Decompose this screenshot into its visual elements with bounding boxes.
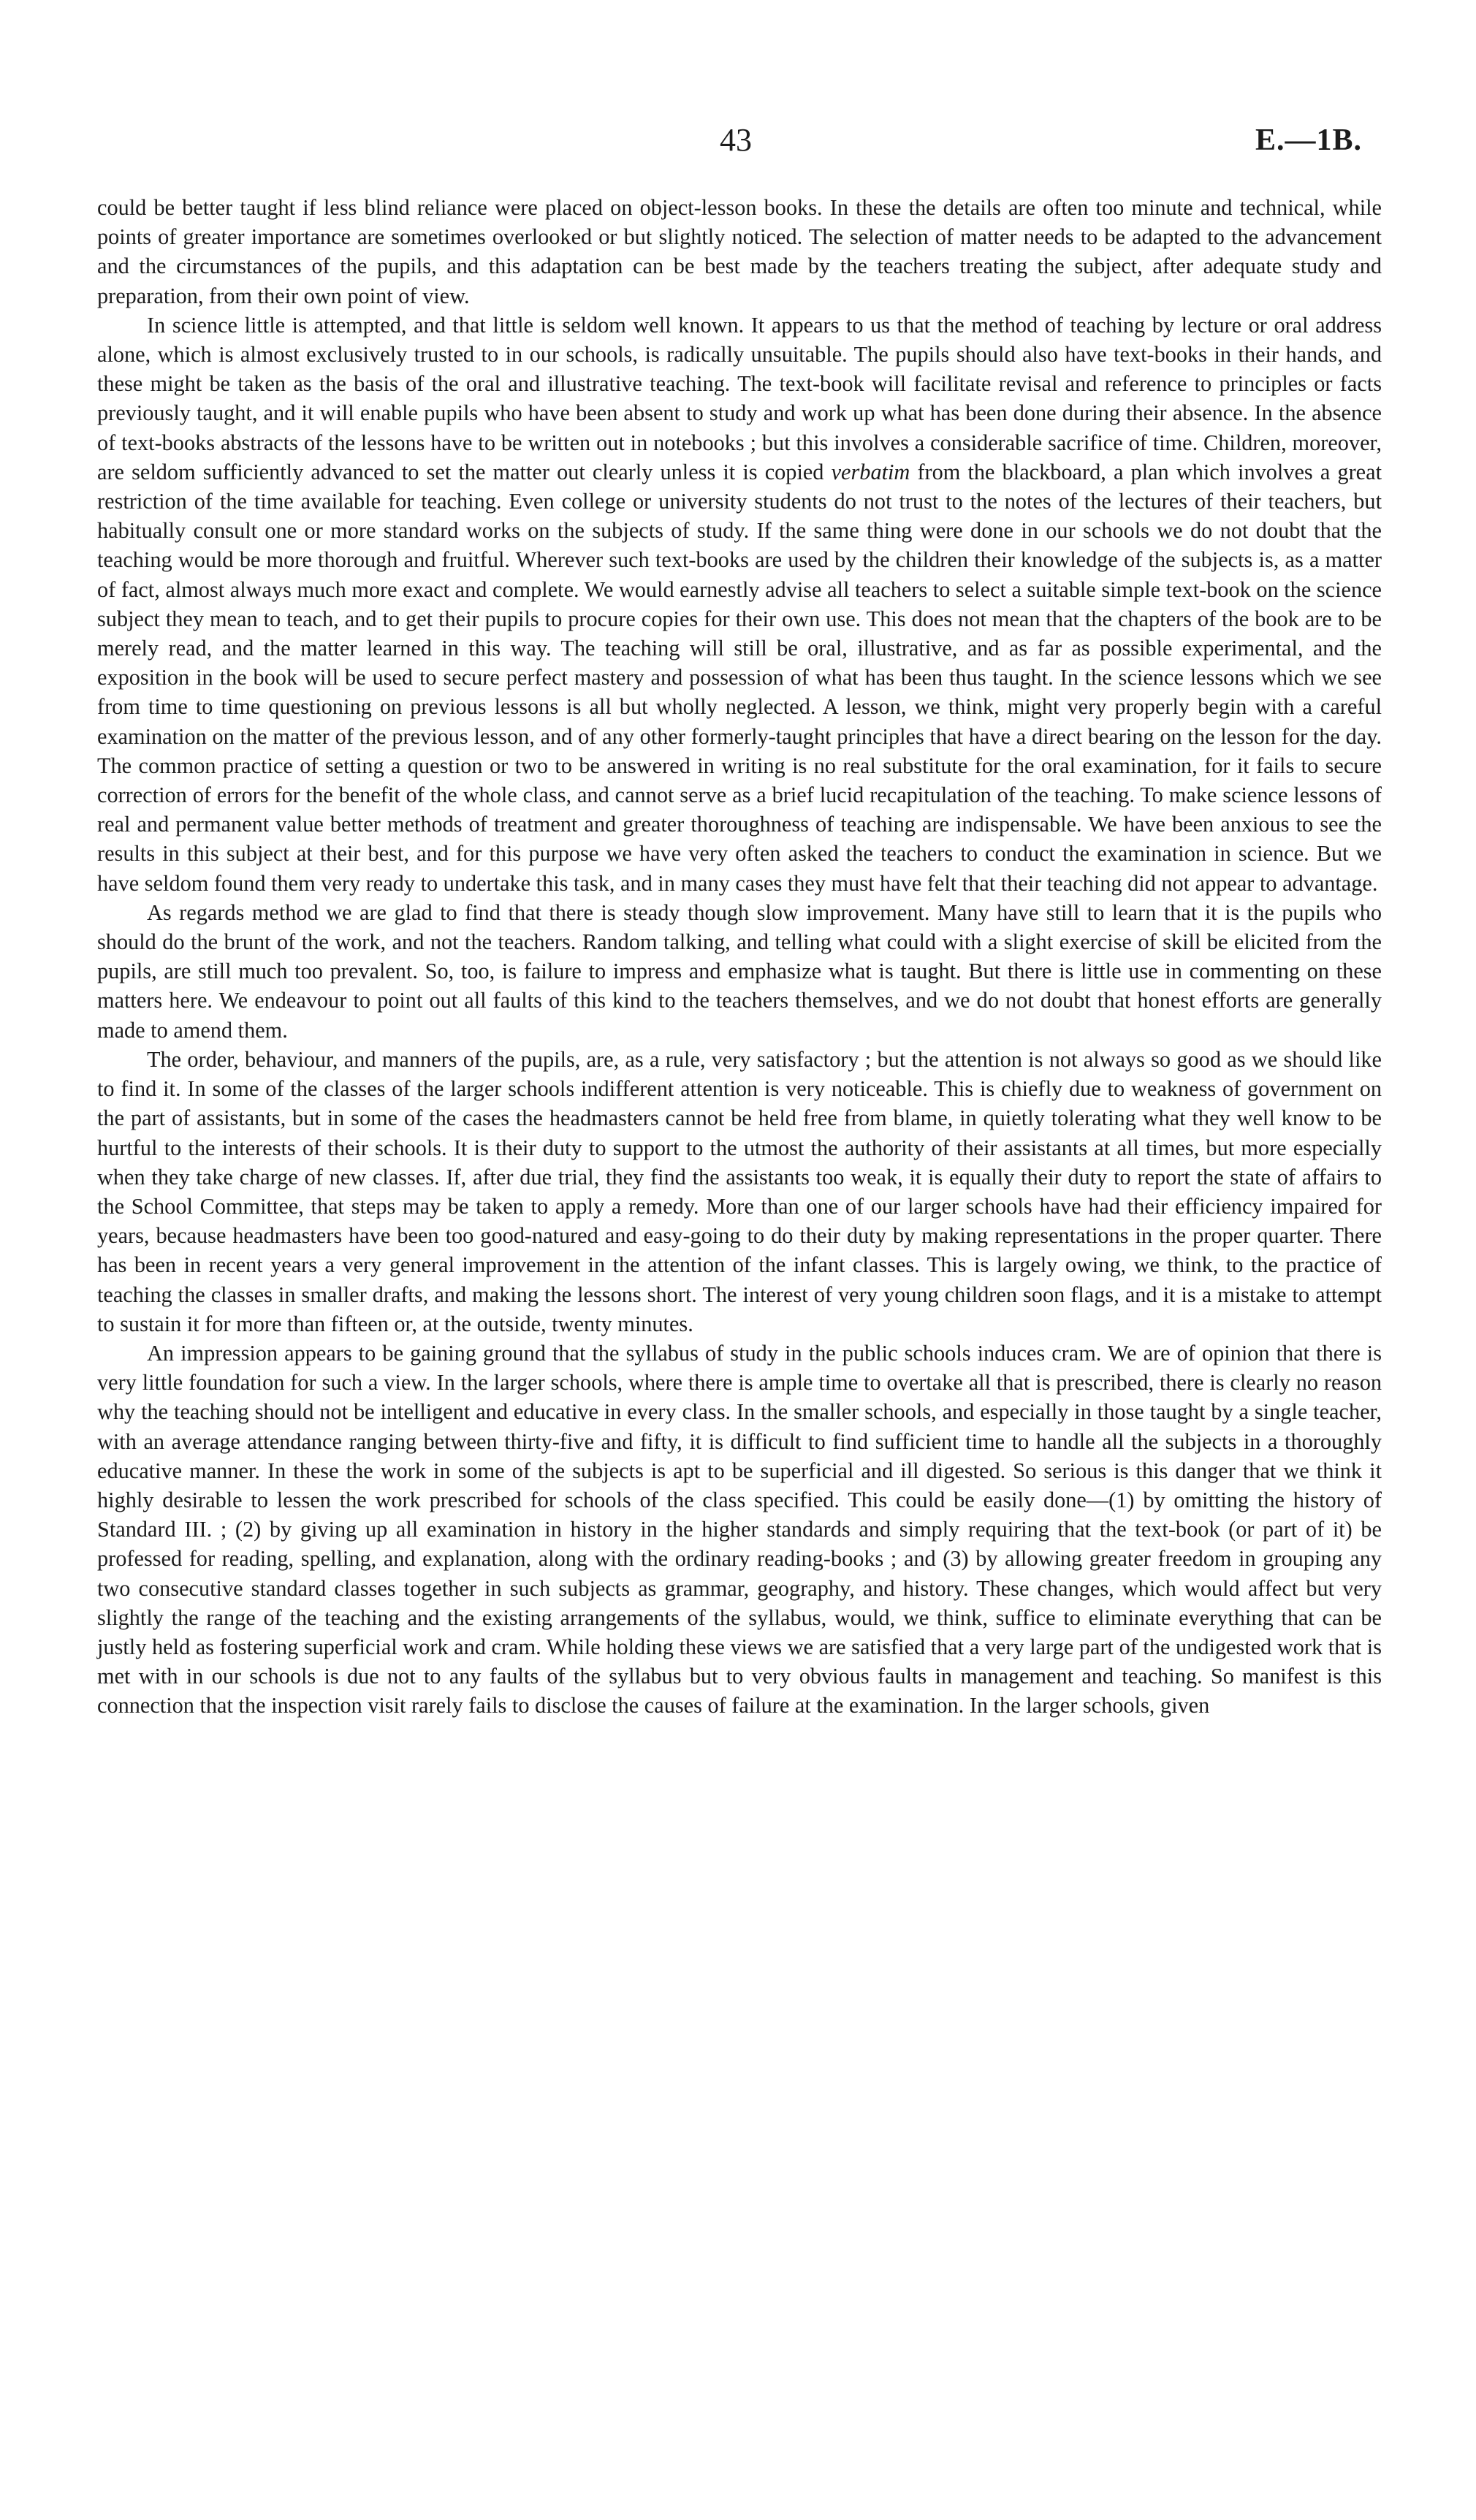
paragraph-text: The order, behaviour, and manners of the pupils, are, as a rule, very satisfactory ; but the attention is not always so good as we should like to find it. In some of the classes of the larger schools indifferent attention is very noticeable. This is chiefly due to weakness of government on the part of assistants, but in some of the cases the headmasters cannot be held free from blame, in quietly tolerating what they well know to be hurtful to the interests of their schools. It is their duty to support to the utmost the authority of their assistants at all times, but more especially when they take charge of new classes. If, after due trial, they find the assistants too weak, it is equally their duty to report the state of affairs to the School Committee, that steps may be taken to apply a remedy. More than one of our larger schools have had their efficiency impaired for years, because headmasters have been too good-natured and easy-going to do their duty by making representations in the proper quarter. There has been in recent years a very general improvement in the attention of the infant classes. This is largely owing, we think, to the practice of teaching the classes in smaller drafts, and making the lessons short. The interest of very young children soon flags, and it is a mistake to attempt to sustain it for more than fifteen or, at the outside, twenty minutes. bbox=[97, 1046, 1382, 1336]
paragraph-text: could be better taught if less blind reliance were placed on object-lesson books. In these the details are often too minute and technical, while points of greater importance are sometimes overlooked or but slightly noticed. The selection of matter needs to be adapted to the advancement and the circumstances of the pupils, and this adaptation can be best made by the teachers treating the subject, after adequate study and preparation, from their own point of view. bbox=[97, 195, 1382, 308]
paragraph bbox=[97, 898, 1382, 1045]
report-body bbox=[97, 193, 1382, 1721]
page-number: 43 bbox=[720, 122, 752, 158]
paragraph bbox=[97, 193, 1382, 311]
document-reference: E.—1B. bbox=[1255, 123, 1363, 157]
paragraph-text: An impression appears to be gaining ground that the syllabus of study in the public schools induces cram. We are of opinion that there is very little foundation for such a view. In the larger schools, where there is ample time to overtake all that is prescribed, there is clearly no reason why the teaching should not be intelligent and educative in every class. In the smaller schools, and especially in those taught by a single teacher, with an average attendance ranging between thirty-five and fifty, it is difficult to find sufficient time to handle all the subjects in a thoroughly educative manner. In these the work in some of the subjects is apt to be superficial and ill digested. So serious is this danger that we think it highly desirable to lessen the work prescribed for schools of the class specified. This could be easily done—(1) by omitting the history of Standard III. ; (2) by giving up all examination in history in the higher standards and simply requiring that the text-book (or part of it) be professed for reading, spelling, and explanation, along with the ordinary reading-books ; and (3) by allowing greater freedom in grouping any two consecutive standard classes together in such subjects as grammar, geography, and history. These changes, which would affect but very slightly the range of the teaching and the existing arrangements of the syllabus, would, we think, suffice to eliminate everything that can be justly held as fostering superficial work and cram. While holding these views we are satisfied that a very large part of the undigested work that is met with in our schools is due not to any faults of the syllabus but to very obvious faults in management and teaching. So manifest is this connection that the inspection visit rarely fails to disclose the causes of failure at the examination. In the larger schools, given bbox=[97, 1340, 1382, 1718]
paragraph bbox=[97, 311, 1382, 898]
paragraph bbox=[97, 1045, 1382, 1339]
paragraph-text: As regards method we are glad to find that there is steady though slow improvement. Many have still to learn that it is the pupils who should do the brunt of the work, and not the teachers. Random talking, and telling what could with a slight exercise of skill be elicited from the pupils, are still much too prevalent. So, too, is failure to impress and emphasize what is taught. But there is little use in commenting on these matters here. We endeavour to point out all faults of this kind to the teachers themselves, and we do not doubt that honest efforts are generally made to amend them. bbox=[97, 899, 1382, 1043]
paragraph bbox=[97, 1339, 1382, 1721]
italic-term: verbatim bbox=[831, 459, 910, 484]
paragraph-text: In science little is attempted, and that little is seldom well known. It appears to us that the method of teaching by lecture or oral address alone, which is almost exclusively trusted to in our schools, is radically unsuitable. The pupils should also have text-books in their hands, and these might be taken as the basis of the oral and illustrative teaching. The text-book will facilitate revisal and reference to principles or facts previously taught, and it will enable pupils who have been absent to study and work up what has been done during their absence. In the absence of text-books abstracts of the lessons have to be written out in notebooks ; but this involves a considerable sacrifice of time. Children, moreover, are seldom sufficiently advanced to set the matter out clearly unless it is copied bbox=[97, 312, 1382, 484]
paragraph-text: from the blackboard, a plan which involves a great restriction of the time available for teaching. Even college or university students do not trust to the notes of the lectures of their teachers, but habitually consult one or more standard works on the subjects of study. If the same thing were done in our schools we do not doubt that the teaching would be more thorough and fruitful. Wherever such text-books are used by the children their knowledge of the subjects is, as a matter of fact, almost always much more exact and complete. We would earnestly advise all teachers to select a suitable simple text-book on the science subject they mean to teach, and to get their pupils to procure copies for their own use. This does not mean that the chapters of the book are to be merely read, and the matter learned in this way. The teaching will still be oral, illustrative, and as far as possible experimental, and the exposition in the book will be used to secure perfect mastery and possession of what has been thus taught. In the science lessons which we see from time to time questioning on previous lessons is all but wholly neglected. A lesson, we think, might very properly begin with a careful examination on the matter of the previous lesson, and of any other formerly-taught principles that have a direct bearing on the lesson for the day. The common practice of setting a question or two to be answered in writing is no real substitute for the oral examination, for it fails to secure correction of errors for the benefit of the whole class, and cannot serve as a brief lucid recapitulation of the teaching. To make science lessons of real and permanent value better methods of treatment and greater thoroughness of teaching are indispensable. We have been anxious to see the results in this subject at their best, and for this purpose we have very often asked the teachers to conduct the examination in science. But we have seldom found them very ready to undertake this task, and in many cases they must have felt that their teaching did not appear to advantage. bbox=[97, 459, 1382, 896]
